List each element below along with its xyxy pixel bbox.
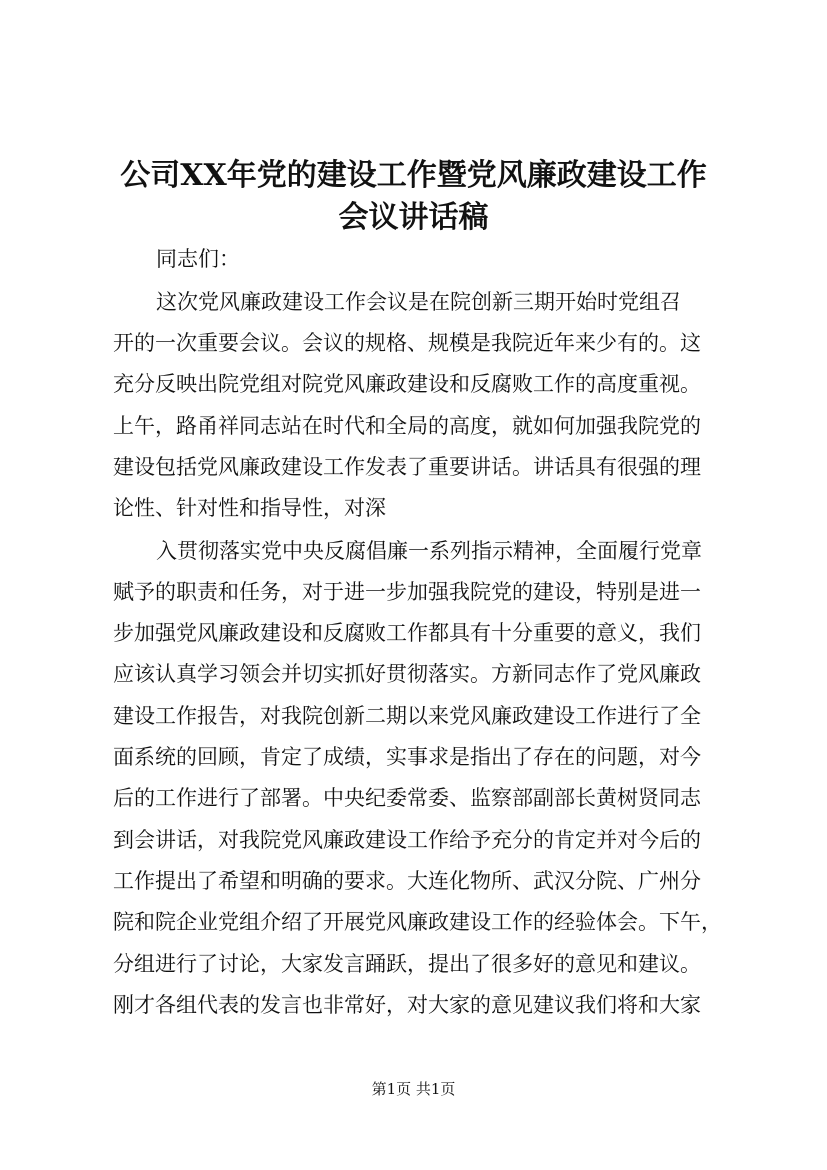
paragraph-1-line: 论性、针对性和指导性，对深: [113, 496, 386, 520]
page-footer: 第1页 共1页: [371, 1080, 456, 1098]
paragraph-1-line: 充分反映出院党组对院党风廉政建设和反腐败工作的高度重视。: [113, 372, 701, 396]
paragraph-2-line: 入贯彻落实党中央反腐倡廉一系列指示精神，全面履行党章: [156, 539, 702, 563]
paragraph-1-line: 这次党风廉政建设工作会议是在院创新三期开始时党组召: [156, 290, 681, 314]
paragraph-2-line: 院和院企业党组介绍了开展党风廉政建设工作的经验体会。下午，: [113, 910, 722, 934]
paragraph-2-line: 建设工作报告，对我院创新二期以来党风廉政建设工作进行了全: [113, 704, 701, 728]
document-title-line-1: 公司XX年党的建设工作暨党风廉政建设工作: [120, 158, 707, 193]
paragraph-2-line: 到会讲话，对我院党风廉政建设工作给予充分的肯定并对今后的: [113, 828, 701, 852]
document-title-line-2: 会议讲话稿: [338, 200, 489, 235]
paragraph-2-line: 步加强党风廉政建设和反腐败工作都具有十分重要的意义，我们: [113, 621, 701, 645]
paragraph-2-line: 分组进行了讨论，大家发言踊跃，提出了很多好的意见和建议。: [113, 952, 701, 976]
paragraph-2-line: 工作提出了希望和明确的要求。大连化物所、武汉分院、广州分: [113, 869, 701, 893]
paragraph-2-line: 赋予的职责和任务，对于进一步加强我院党的建设，特别是进一: [113, 580, 701, 604]
paragraph-1-line: 上午，路甬祥同志站在时代和全局的高度，就如何加强我院党的: [113, 414, 701, 438]
salutation: 同志们：: [156, 247, 240, 271]
paragraph-2-line: 面系统的回顾，肯定了成绩，实事求是指出了存在的问题，对今: [113, 745, 701, 769]
paragraph-2-line: 应该认真学习领会并切实抓好贯彻落实。方新同志作了党风廉政: [113, 662, 701, 686]
paragraph-1-line: 建设包括党风廉政建设工作发表了重要讲话。讲话具有很强的理: [113, 455, 701, 479]
paragraph-2-line: 后的工作进行了部署。中央纪委常委、监察部副部长黄树贤同志: [113, 786, 701, 810]
paragraph-2-line: 刚才各组代表的发言也非常好，对大家的意见建议我们将和大家: [113, 993, 701, 1017]
paragraph-1-line: 开的一次重要会议。会议的规格、规模是我院近年来少有的。这: [113, 331, 701, 355]
